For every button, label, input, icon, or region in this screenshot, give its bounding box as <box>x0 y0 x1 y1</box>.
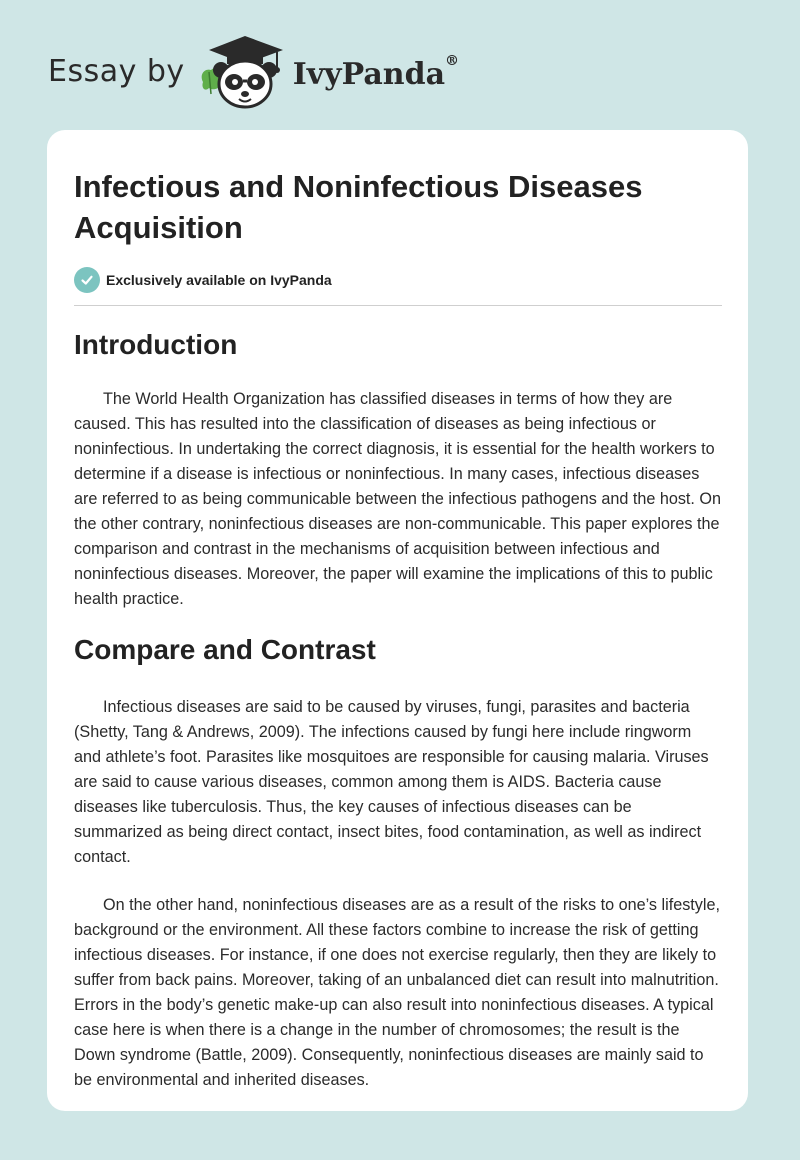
essay-by-label: Essay by <box>48 53 185 89</box>
site-header <box>48 30 548 112</box>
essay-title: Infectious and Noninfectious Diseases Acquisition <box>74 169 643 245</box>
compare-paragraph-2: On the other hand, noninfectious diseases are as a result of the risks to one’s lifestyle, background or the environment. All these factors combine to increase the risk of getting infectious diseases. For instance, if one does not exercise regularly, then they are likely to suffer from back pains. Moreover, taking of an unbalanced diet can result into malnutrition. Errors in the body’s genetic make-up can also result into noninfectious diseases. A typical case here is when there is a change in the number of chromosomes; the result is the Down syndrome (Battle, 2009). Consequently, noninfectious diseases are mainly said to be environmental and inherited diseases. <box>74 896 720 1089</box>
ivypanda-logo-text <box>292 52 460 92</box>
section-heading-compare-contrast: Compare and Contrast <box>74 634 376 665</box>
section-heading-introduction: Introduction <box>74 329 238 360</box>
title-divider <box>74 305 722 306</box>
brand-name: IvyPanda <box>292 56 446 92</box>
intro-paragraph: The World Health Organization has classified diseases in terms of how they are caused. This has resulted into the classification of diseases as being infectious or noninfectious. In undertaking the correct diagnosis, it is essential for the health workers to determine if a disease is infectious or noninfectious. In many cases, infectious diseases are referred to as being communicable between the infectious pathogens and the host. On the other contrary, noninfectious diseases are non-communicable. This paper explores the comparison and contrast in the mechanisms of acquisition between infectious and noninfectious diseases. Moreover, the paper will examine the implications of this to public health practice. <box>74 390 722 608</box>
compare-paragraph-1: Infectious diseases are said to be caused by viruses, fungi, parasites and bacteria (Shetty, Tang & Andrews, 2009). The infections caused by fungi here include ringworm and athlete’s foot. Parasites like mosquitoes are responsible for causing malaria. Viruses are said to cause various diseases, common among them is AIDS. Bacteria cause diseases like tuberculosis. Thus, the key causes of infectious diseases can be summarized as being direct contact, insect bites, food contamination, as well as indirect contact. <box>74 698 709 866</box>
registered-mark: ® <box>445 52 460 69</box>
essay-card <box>47 130 748 1111</box>
exclusive-badge <box>74 266 722 294</box>
exclusive-label: Exclusively available on IvyPanda <box>106 272 332 288</box>
check-icon <box>74 267 100 293</box>
panda-graduate-icon <box>197 30 289 112</box>
